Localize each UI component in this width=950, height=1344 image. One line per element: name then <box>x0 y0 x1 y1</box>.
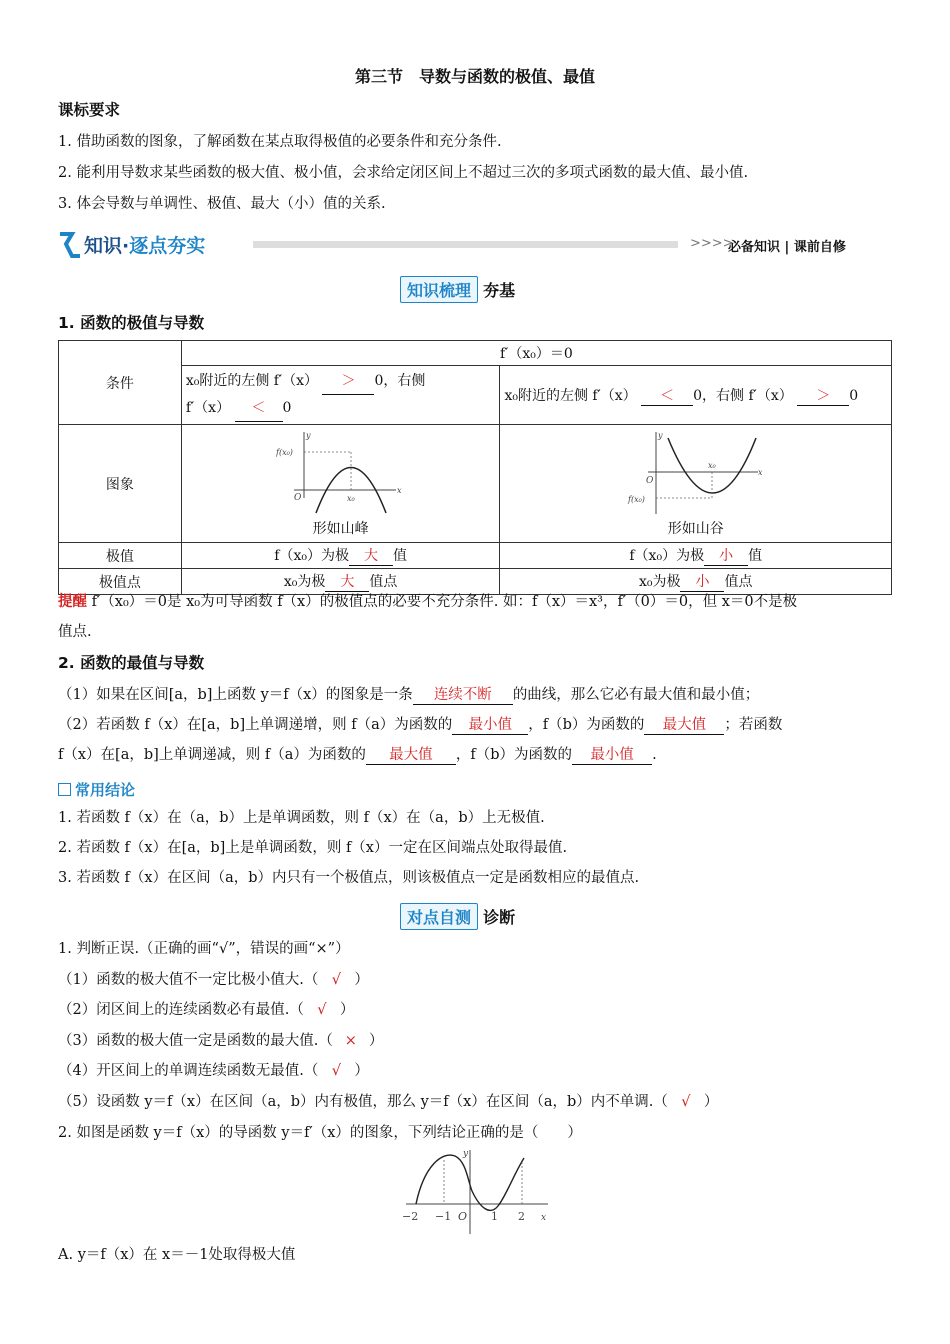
tick-2: 2 <box>518 1210 525 1223</box>
para-1 <box>58 683 759 705</box>
tick-neg1: −1 <box>435 1210 452 1223</box>
section-chip-knowledge <box>400 276 515 303</box>
peak-graph <box>276 428 406 520</box>
text: f′（x） <box>185 400 231 416</box>
text: （4）开区间上的单调连续函数无最值.（ <box>58 1063 319 1079</box>
pt-label: 极值点 <box>59 569 182 595</box>
checkbox-icon <box>58 783 71 796</box>
text: x₀附近的左侧 f′（x） <box>504 387 637 404</box>
ext-label: 极值 <box>59 543 182 569</box>
text: 值 <box>748 548 763 564</box>
ext-right <box>500 543 892 569</box>
axis-x: x <box>757 468 763 477</box>
q1-stem: 1. 判断正误.（正确的画“√”，错误的画“×”） <box>58 941 350 957</box>
chip-label: 知识梳理 <box>400 276 478 303</box>
answer: × <box>344 1033 357 1049</box>
text: （3）函数的极大值一定是函数的最大值.（ <box>58 1033 333 1049</box>
answer-blank: 大 <box>349 545 393 566</box>
text: （2）闭区间上的连续函数必有最值.（ <box>58 1002 304 1018</box>
tick-1: 1 <box>491 1210 498 1223</box>
q1-item <box>58 998 354 1019</box>
answer: √ <box>317 1002 327 1018</box>
text: 0，右侧 <box>374 373 426 389</box>
axis-y: y <box>305 431 311 440</box>
text: （1）函数的极大值不一定比极小值大.（ <box>58 972 319 988</box>
cond-left <box>181 366 500 425</box>
text: f（x₀）为极 <box>629 548 705 564</box>
answer-blank: 最小值 <box>452 713 528 735</box>
text: 0 <box>849 387 859 404</box>
para-2 <box>58 713 782 735</box>
answer-blank: 最大值 <box>644 713 724 735</box>
text: （1）如果在区间[a，b]上函数 y＝f（x）的图象是一条 <box>58 687 413 703</box>
q2-stem: 2. 如图是函数 y＝f（x）的导函数 y＝f′（x）的图象，下列结论正确的是（ ） <box>58 1125 582 1141</box>
text: ；若函数 <box>724 717 783 733</box>
banner-arrows: >>>> <box>690 236 734 251</box>
cond-label: 条件 <box>59 341 182 425</box>
requirements-heading: 课标要求 <box>58 101 121 119</box>
cond-top: f′（x₀）＝0 <box>181 341 891 366</box>
valley-graph-cell <box>500 425 892 543</box>
text: f（x₀）为极 <box>274 548 349 564</box>
cond-right <box>500 366 892 425</box>
axis-y: y <box>463 1149 469 1159</box>
banner-title-b: 逐点夯实 <box>129 235 206 257</box>
requirement-item: 1. 借助函数的图象，了解函数在某点取得极值的必要条件和充分条件. <box>58 134 502 150</box>
conclusion-item: 3. 若函数 f（x）在区间（a，b）内只有一个极值点，则该极值点一定是函数相应的最值点. <box>58 870 640 886</box>
img-label: 图象 <box>59 425 182 543</box>
valley-graph <box>626 428 766 520</box>
requirement-item: 3. 体会导数与单调性、极值、最大（小）值的关系. <box>58 196 386 212</box>
q1-item <box>58 1090 718 1111</box>
label-x0: x₀ <box>346 494 355 503</box>
text: 0，右侧 f′（x） <box>693 387 793 404</box>
text: x₀附近的左侧 f′（x） <box>185 373 319 389</box>
text: ） <box>339 1002 355 1018</box>
text: x₀为极 <box>283 574 326 590</box>
section-chip-self-test <box>400 903 515 930</box>
banner-right-b: 课前自修 <box>793 240 846 255</box>
label-x0: x₀ <box>707 461 716 470</box>
text: （5）设函数 y＝f（x）在区间（a，b）内有极值，那么 y＝f（x）在区间（a，b）内不单调.（ <box>58 1094 668 1110</box>
tip-label: 提醒 <box>58 594 87 610</box>
requirement-item: 2. 能利用导数求某些函数的极大值、极小值，会求给定闭区间上不超过三次的多项式函数的最大值、最小值. <box>58 165 749 181</box>
chip-tail: 夯基 <box>483 281 516 300</box>
conclusion-item: 2. 若函数 f（x）在[a，b]上是单调函数，则 f（x）一定在区间端点处取得最值. <box>58 840 568 856</box>
text: （2）若函数 f（x）在[a，b]上单调递增，则 f（a）为函数的 <box>58 717 453 733</box>
answer-blank: ＜ <box>641 385 693 406</box>
label-fx0: f(x₀) <box>275 448 293 457</box>
text: ） <box>703 1094 719 1110</box>
text: . <box>652 747 657 763</box>
answer-blank: ＞ <box>322 368 374 395</box>
answer-blank: 最小值 <box>572 743 652 765</box>
text: 值点 <box>724 574 753 590</box>
knowledge-banner: 知识·逐点夯实 >>>> 必备知识 | 课前自修 <box>58 228 858 262</box>
text: 常用结论 <box>75 781 136 799</box>
answer-blank: ＜ <box>235 395 283 422</box>
page-title: 第三节 导数与函数的极值、最值 <box>354 67 595 86</box>
text: 的曲线，那么它必有最大值和最小值； <box>512 687 760 703</box>
axis-x: x <box>541 1213 547 1223</box>
answer-blank: 最大值 <box>366 743 456 765</box>
section-heading-extremum: 1. 函数的极值与导数 <box>58 314 205 332</box>
answer-blank: 连续不断 <box>413 683 513 705</box>
text: ） <box>354 1063 369 1079</box>
ext-left <box>181 543 500 569</box>
q1-item <box>58 1029 383 1050</box>
answer-blank: ＞ <box>797 385 849 406</box>
text: 值点 <box>369 574 398 590</box>
origin: O <box>293 493 302 503</box>
chip-label: 对点自测 <box>400 903 478 930</box>
answer: √ <box>331 1063 341 1079</box>
text: ，f（b）为函数的 <box>528 717 645 733</box>
answer-blank: 大 <box>325 571 369 592</box>
answer: √ <box>681 1094 691 1110</box>
banner-right-a: 必备知识 <box>728 240 781 255</box>
peak-graph-cell <box>181 425 500 543</box>
q1-item <box>58 968 369 989</box>
banner-title-a: 知识 <box>84 235 123 257</box>
answer-blank: 小 <box>704 545 748 566</box>
tick-neg2: −2 <box>402 1210 419 1223</box>
extremum-table <box>58 340 892 595</box>
peak-caption: 形如山峰 <box>312 521 369 537</box>
text: 0 <box>282 400 292 416</box>
tip <box>58 590 797 611</box>
origin: O <box>645 476 654 486</box>
text: f（x）在[a，b]上单调递减，则 f（a）为函数的 <box>58 747 366 763</box>
conclusion-item: 1. 若函数 f（x）在（a，b）上是单调函数，则 f（x）在（a，b）上无极值. <box>58 810 545 826</box>
q1-item <box>58 1059 369 1080</box>
banner-dot: · <box>122 235 130 257</box>
derivative-graph <box>398 1146 558 1238</box>
q2-option-a[interactable]: A. y＝f（x）在 x＝－1处取得极大值 <box>58 1247 296 1263</box>
tip-cont: 值点. <box>58 624 92 640</box>
section-heading-max-min: 2. 函数的最值与导数 <box>58 654 205 672</box>
valley-caption: 形如山谷 <box>667 521 724 537</box>
text: ） <box>368 1033 384 1049</box>
text: x₀为极 <box>638 574 681 590</box>
chip-tail: 诊断 <box>483 908 516 927</box>
tip-text: f′（x₀）＝0是 x₀为可导函数 f（x）的极值点的必要不充分条件. 如：f（x）＝x³，f′（0）＝0，但 x＝0不是极 <box>91 594 798 610</box>
text: ） <box>354 972 369 988</box>
answer-blank: 小 <box>680 571 724 592</box>
text: 值 <box>392 548 407 564</box>
axis-x: x <box>396 486 402 495</box>
answer: √ <box>331 972 341 988</box>
axis-y: y <box>657 431 663 440</box>
origin: O <box>458 1210 468 1223</box>
conclusions-heading <box>58 779 135 800</box>
text: ，f（b）为函数的 <box>455 747 573 763</box>
para-3 <box>58 743 657 765</box>
label-fx0: f(x₀) <box>627 495 645 504</box>
